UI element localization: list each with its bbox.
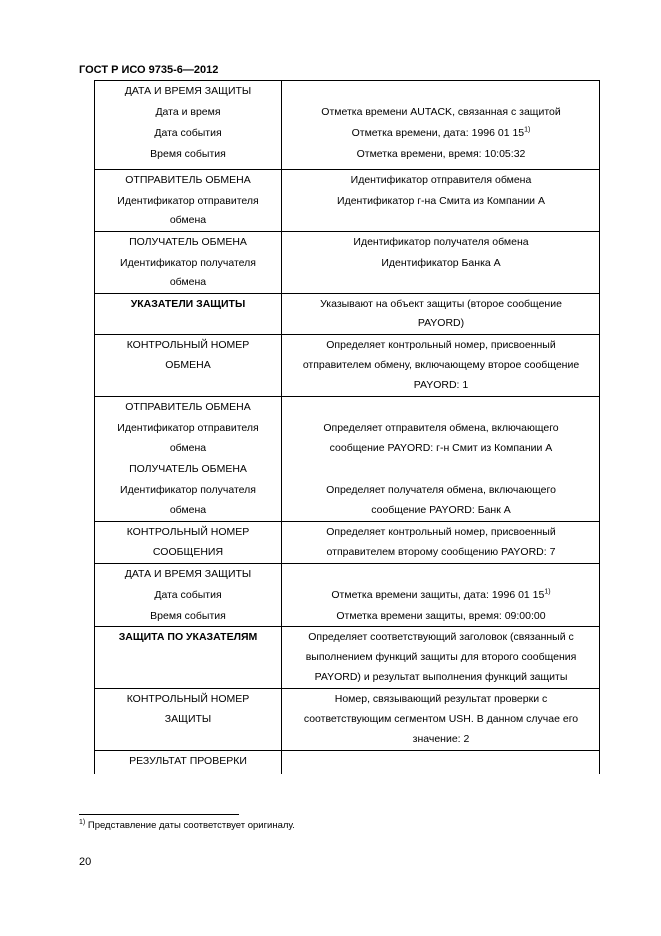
cell-label: Идентификатор получателя [120,484,256,496]
table-row [95,688,599,751]
cell-label: Дата события [154,589,222,601]
cell-label: обмена [169,504,207,516]
cell-value: PAYORD: 1 [413,379,469,391]
cell-value: отправителем второму сообщению PAYORD: 7 [326,546,556,558]
cell-label: Идентификатор отправителя [117,422,259,434]
cell-label: ОТПРАВИТЕЛЬ ОБМЕНА [125,401,251,413]
cell-label: Идентификатор отправителя [117,195,259,207]
cell-value: Отметка времени, дата: 1996 01 15 [351,127,525,139]
cell-label: УКАЗАТЕЛИ ЗАЩИТЫ [130,298,246,310]
cell-label: обмена [169,276,207,288]
cell-value: Идентификатор отправителя обмена [350,174,532,186]
cell-value: Идентификатор получателя обмена [353,236,529,248]
cell-label: ПОЛУЧАТЕЛЬ ОБМЕНА [129,236,247,248]
cell-label: ЗАЩИТЫ [164,713,212,725]
footnote-ref: 1) [544,588,551,596]
cell-label: ДАТА И ВРЕМЯ ЗАЩИТЫ [124,568,252,580]
cell-value: Отметка времени, время: 10:05:32 [356,148,526,160]
cell-label: обмена [169,442,207,454]
table-row [95,563,599,627]
cell-value: PAYORD) и результат выполнения функций защиты [314,671,568,683]
table-row [95,169,599,232]
cell-value: PAYORD) [417,317,465,329]
table-row [95,293,599,335]
table-row [95,626,599,689]
cell-value: сообщение PAYORD: г-н Смит из Компании А [329,442,553,454]
cell-value: Определяет контрольный номер, присвоенный [326,526,556,538]
table-row [95,521,599,564]
cell-label: Время события [150,610,226,622]
table-row [95,750,599,775]
footnote-text: Представление даты соответствует оригиналу. [87,820,295,831]
cell-label: ДАТА И ВРЕМЯ ЗАЩИТЫ [124,85,252,97]
cell-value: Определяет отправителя обмена, включающего [323,422,559,434]
cell-value: Отметка времени защиты, время: 09:00:00 [336,610,546,622]
cell-label: КОНТРОЛЬНЫЙ НОМЕР [126,526,250,538]
cell-value: Идентификатор Банка А [381,257,501,269]
cell-value: Идентификатор г-на Смита из Компании А [337,195,545,207]
cell-label: ОБМЕНА [165,359,211,371]
table-row [95,80,599,170]
cell-label: обмена [169,214,207,226]
cell-label: ПОЛУЧАТЕЛЬ ОБМЕНА [129,463,247,475]
cell-label: Дата и время [155,106,221,118]
cell-value: Указывают на объект защиты (второе сообщение [320,298,562,310]
cell-value: отправителем обмену, включающему второе сообщение [302,359,580,371]
cell-value: Определяет контрольный номер, присвоенный [326,339,556,351]
footnote [79,820,295,831]
cell-label: ЗАЩИТА ПО УКАЗАТЕЛЯМ [118,631,258,643]
cell-value: сообщение PAYORD: Банк А [371,504,511,516]
footnote-ref: 1) [524,126,531,134]
cell-value: значение: 2 [412,733,470,745]
cell-value: выполнением функций защиты для второго сообщения [305,651,577,663]
cell-value-with-footnote [283,585,599,606]
cell-label: КОНТРОЛЬНЫЙ НОМЕР [126,339,250,351]
cell-value: Отметка времени защиты, дата: 1996 01 15 [331,589,545,601]
cell-label: РЕЗУЛЬТАТ ПРОВЕРКИ [129,755,247,767]
table-row [95,396,599,522]
cell-value: Номер, связывающий результат проверки с [334,693,548,705]
cell-label: КОНТРОЛЬНЫЙ НОМЕР [126,693,250,705]
table-row [95,334,599,397]
cell-label: Идентификатор получателя [120,257,256,269]
cell-value: соответствующим сегментом USH. В данном случае его [303,713,579,725]
cell-label: СООБЩЕНИЯ [152,546,224,558]
cell-value: Определяет получателя обмена, включающего [326,484,556,496]
cell-label: Время события [150,148,226,160]
cell-label: Дата события [154,127,222,139]
cell-label: ОТПРАВИТЕЛЬ ОБМЕНА [125,174,251,186]
data-table [94,80,600,774]
cell-value: Определяет соответствующий заголовок (связанный с [308,631,574,643]
footnote-separator [79,814,239,815]
cell-value: Отметка времени AUTACK, связанная с защитой [321,106,561,118]
table-row [95,231,599,294]
footnote-marker: 1) [79,818,86,826]
page-number: 20 [79,856,92,868]
cell-value-with-footnote [283,123,599,144]
document-header: ГОСТ Р ИСО 9735-6—2012 [79,64,219,76]
